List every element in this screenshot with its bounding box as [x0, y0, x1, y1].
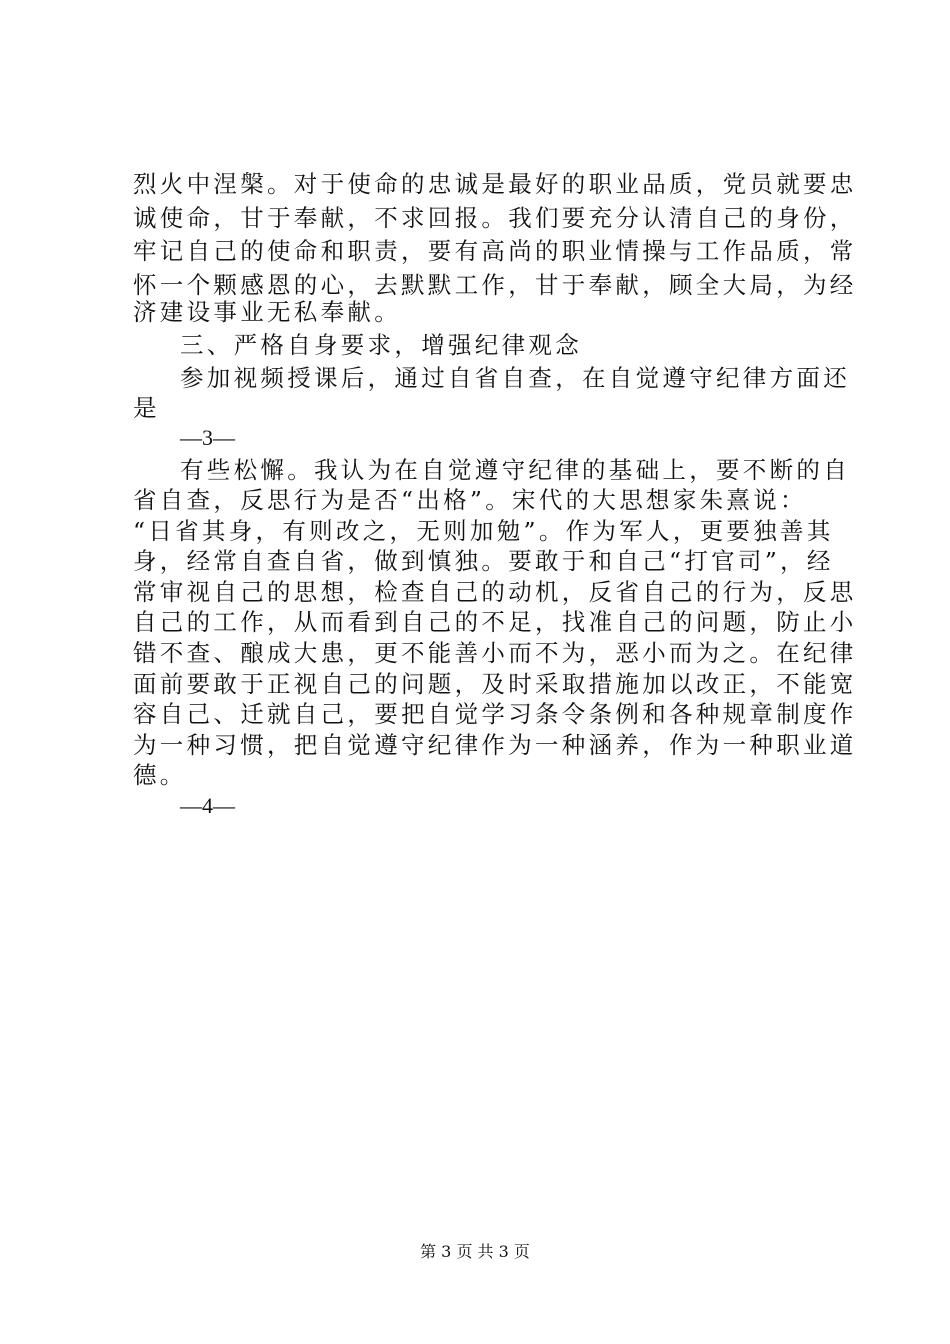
section-heading: 三、严格自身要求，增强纪律观念 — [180, 331, 582, 359]
paragraph-2-line: 是 — [133, 394, 160, 422]
paragraph-3-line: 错不查、酿成大患，更不能善小而不为，恶小而为之。在纪律 — [133, 639, 857, 667]
page-marker-3: —3— — [180, 425, 235, 450]
paragraph-1-line: 烈火中涅槃。对于使命的忠诚是最好的职业品质，党员就要忠 — [133, 170, 857, 198]
page-marker-4: —4— — [180, 793, 235, 818]
paragraph-3-line: 面前要敢于正视自己的问题，及时采取措施加以改正，不能宽 — [133, 670, 857, 698]
paragraph-1-line: 济建设事业无私奉献。 — [133, 298, 401, 326]
paragraph-1-line: 诚使命，甘于奉献，不求回报。我们要充分认清自己的身份， — [133, 204, 857, 232]
paragraph-3-line: 自己的工作，从而看到自己的不足，找准自己的问题，防止小 — [133, 608, 857, 636]
paragraph-3-line: “日省其身，有则改之，无则加勉”。作为军人，更要独善其 — [133, 517, 834, 545]
paragraph-1-line: 牢记自己的使命和职责，要有高尚的职业情操与工作品质，常 — [133, 237, 857, 265]
paragraph-1-line: 怀一个颗感恩的心，去默默工作，甘于奉献，顾全大局，为经 — [133, 271, 857, 299]
paragraph-3-line: 容自己、迁就自己，要把自觉学习条令条例和各种规章制度作 — [133, 700, 857, 728]
page-footer: 第 3 页 共 3 页 — [420, 1242, 530, 1261]
paragraph-3-line: 身，经常自查自省，做到慎独。要敢于和自己“打官司”，经 — [133, 547, 834, 575]
paragraph-3-line: 有些松懈。我认为在自觉遵守纪律的基础上，要不断的自 — [180, 456, 850, 484]
paragraph-3-line: 省自查，反思行为是否“出格”。宋代的大思想家朱熹说： — [133, 486, 807, 514]
paragraph-2-line: 参加视频授课后，通过自省自查，在自觉遵守纪律方面还 — [180, 364, 850, 392]
paragraph-3-line: 为一种习惯，把自觉遵守纪律作为一种涵养，作为一种职业道 — [133, 731, 857, 759]
paragraph-3-line: 常审视自己的思想，检查自己的动机，反省自己的行为，反思 — [133, 578, 857, 606]
paragraph-3-line: 德。 — [133, 761, 187, 789]
